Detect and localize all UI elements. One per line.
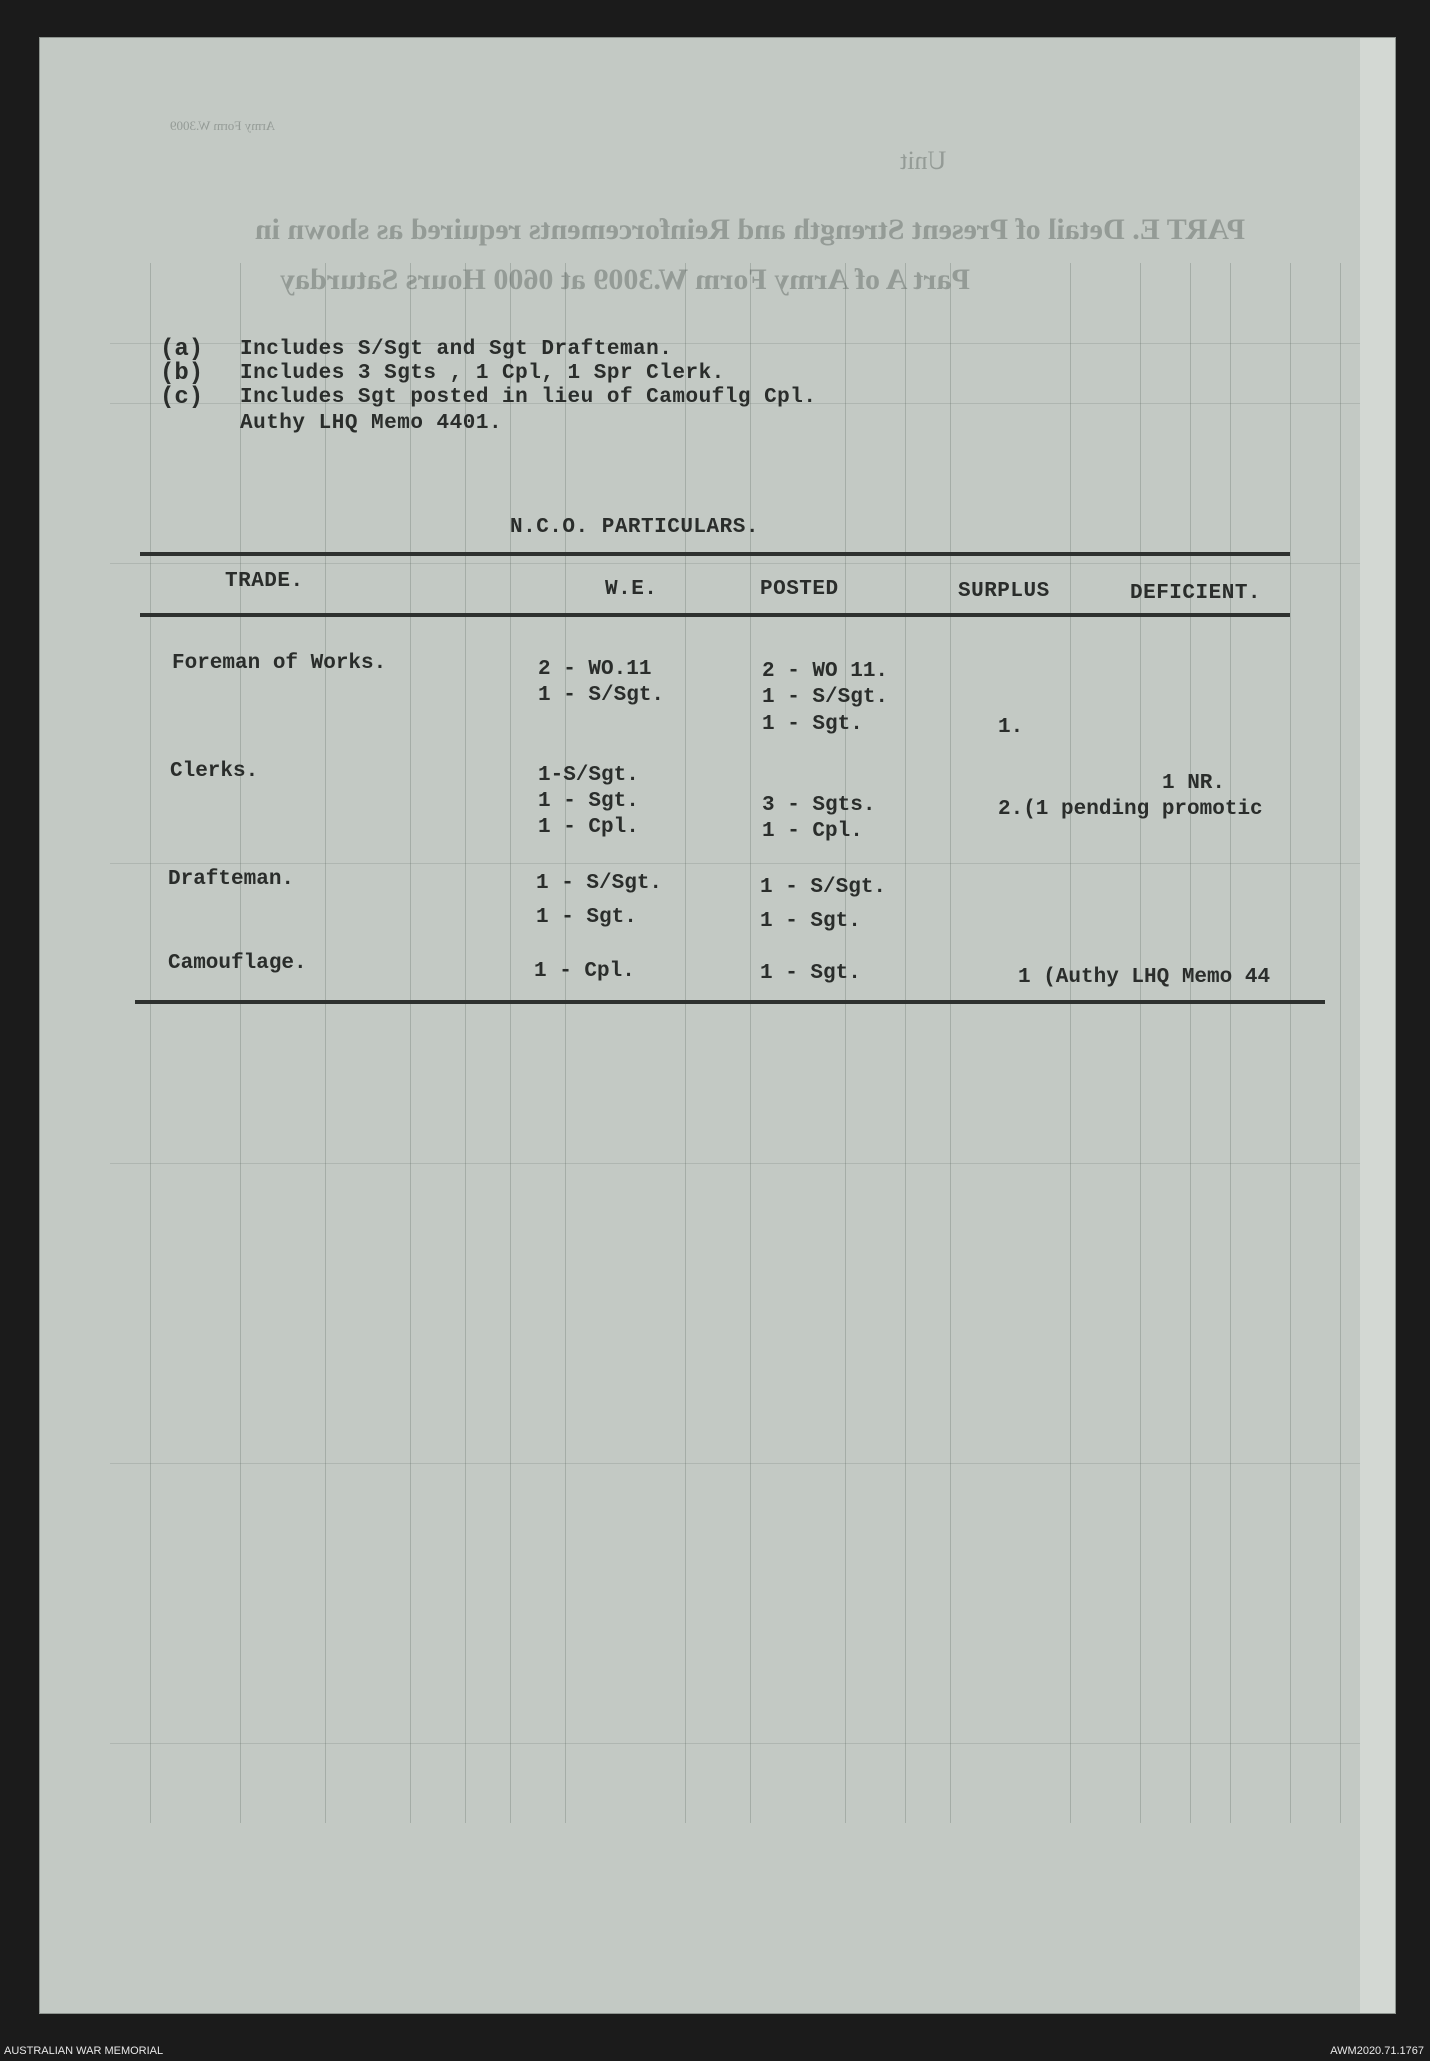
row-camouflage-we: 1 - Cpl. [534, 960, 635, 983]
row-foreman-surplus: 1. [998, 716, 1024, 739]
bleed-through-part-a-line: Part A of Army Form W.3009 at 0600 Hours Saturday [280, 263, 970, 296]
row-drafteman-we-2: 1 - Sgt. [536, 906, 637, 929]
footer-right-label: AWM2020.71.1767 [1330, 2045, 1424, 2057]
row-foreman-posted-2: 1 - S/Sgt. [762, 686, 889, 709]
row-drafteman-posted-2: 1 - Sgt. [760, 910, 861, 933]
row-camouflage-surplus: 1 (Authy LHQ Memo 44 [1018, 966, 1271, 989]
row-clerks-posted-2: 3 - Sgts. [762, 794, 876, 817]
row-clerks-trade: Clerks. [170, 760, 259, 783]
document-sheet [40, 38, 1395, 2013]
row-camouflage-posted: 1 - Sgt. [760, 962, 861, 985]
table-header-rule [140, 613, 1290, 617]
note-b-text: Includes 3 Sgts , 1 Cpl, 1 Spr Clerk. [240, 362, 725, 385]
header-we: W.E. [605, 578, 658, 601]
row-foreman-we-1: 2 - WO.11 [538, 658, 652, 681]
row-clerks-deficient: 1 NR. [1162, 772, 1226, 795]
header-surplus: SURPLUS [958, 580, 1050, 603]
row-foreman-posted-1: 2 - WO 11. [762, 660, 889, 683]
row-foreman-posted-3: 1 - Sgt. [762, 713, 863, 736]
note-a-text: Includes S/Sgt and Sgt Drafteman. [240, 338, 673, 361]
row-clerks-we-1: 1-S/Sgt. [538, 764, 639, 787]
row-drafteman-we-1: 1 - S/Sgt. [536, 872, 663, 895]
header-deficient: DEFICIENT. [1130, 582, 1262, 605]
bleed-through-part-e-title: PART E. Detail of Present Strength and Reinforcements required as shown in [255, 213, 1246, 246]
note-marker-b: (b) [160, 360, 204, 387]
footer-left-label: AUSTRALIAN WAR MEMORIAL [4, 2045, 164, 2057]
row-drafteman-trade: Drafteman. [168, 868, 295, 891]
section-title: N.C.O. PARTICULARS. [510, 516, 759, 539]
row-clerks-surplus: 2.(1 pending promotic [998, 798, 1263, 821]
header-trade: TRADE. [225, 570, 304, 593]
row-drafteman-posted-1: 1 - S/Sgt. [760, 876, 887, 899]
note-c-text: Includes Sgt posted in lieu of Camouflg Cpl. [240, 386, 817, 409]
table-bottom-rule [135, 1000, 1325, 1004]
bleed-through-grid [110, 263, 1360, 1823]
row-foreman-trade: Foreman of Works. [172, 652, 387, 675]
note-marker-a: (a) [160, 336, 204, 363]
table-top-rule [140, 552, 1290, 556]
row-clerks-we-2: 1 - Sgt. [538, 790, 639, 813]
note-marker-c: (c) [160, 384, 204, 411]
header-posted: POSTED [760, 578, 839, 601]
row-clerks-posted-3: 1 - Cpl. [762, 820, 863, 843]
archive-footer [0, 2043, 1430, 2061]
note-c-continuation: Authy LHQ Memo 4401. [240, 412, 503, 435]
bleed-through-form-id: Army Form W.3009 [170, 118, 276, 133]
row-clerks-we-3: 1 - Cpl. [538, 816, 639, 839]
bleed-through-unit-label: Unit [900, 146, 947, 175]
row-camouflage-trade: Camouflage. [168, 952, 307, 975]
row-foreman-we-2: 1 - S/Sgt. [538, 684, 665, 707]
